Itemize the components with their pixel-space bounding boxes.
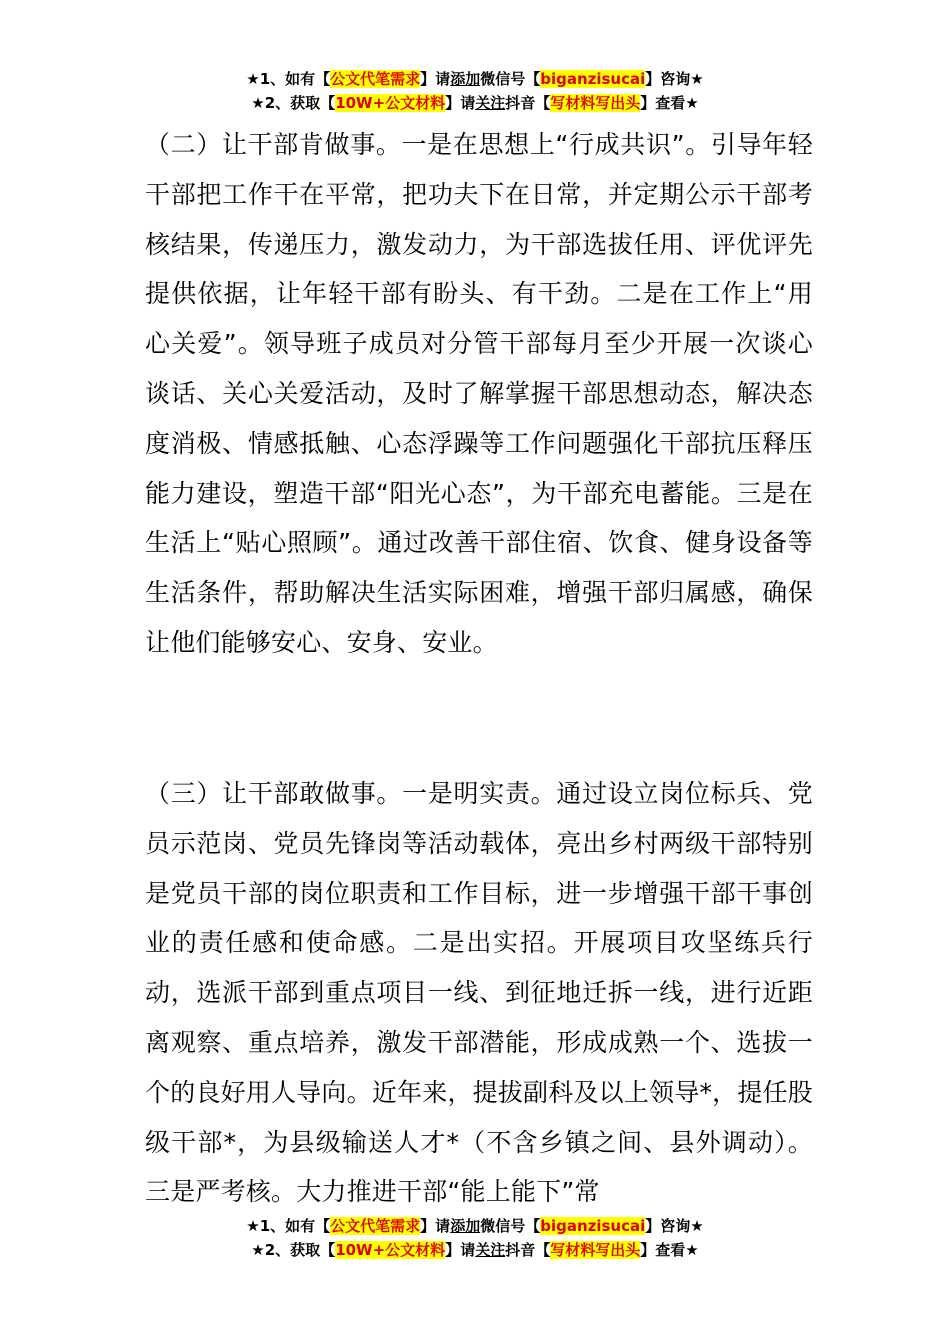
header-line-2-suffix: 】查看★ <box>640 94 699 112</box>
body-paragraph-3: （三）让干部敢做事。一是明实责。通过设立岗位标兵、党员示范岗、党员先锋岗等活动载体，亮出乡村两级干部特别是党员干部的岗位职责和工作目标，进一步增强干部干事创业的责任感和使命感。二是出实招。开展项目攻坚练兵行动，选派干部到重点项目一线、到征地迁拆一线，进行近距离观察、重点培养，激发干部潜能，形成成熟一个、选拔一个的良好用人导向。近年来，提拔副科及以上领导*，提任股级干部*，为县级输送人才*（不含乡镇之间、县外调动）。三是严考核。大力推进干部“能上能下”常 <box>145 779 813 1207</box>
header-line-1 <box>0 67 950 91</box>
header-banner <box>0 67 950 115</box>
header-line-1-middle: 】请 <box>420 70 451 88</box>
footer-line-2-prefix: ★2、获取【 <box>251 1241 336 1259</box>
body-paragraph-2: （二）让干部肯做事。一是在思想上“行成共识”。引导年轻干部把工作干在平常，把功夫下在日常，并定期公示干部考核结果，传递压力，激发动力，为干部选拔任用、评优评先提供依据，让年轻干部有盼头、有干劲。二是在工作上“用心关爱”。领导班子成员对分管干部每月至少开展一次谈心谈话、关心关爱活动，及时了解掌握干部思想动态，解决态度消极、情感抵触、心态浮躁等工作问题强化干部抗压释压能力建设，塑造干部“阳光心态”，为干部充电蓄能。三是在生活上“贴心照顾”。通过改善干部住宿、饮食、健身设备等生活条件，帮助解决生活实际困难，增强干部归属感，确保让他们能够安心、安身、安业。 <box>145 130 813 657</box>
footer-line-2-material-highlight: 10W+公文材料 <box>335 1241 446 1259</box>
footer-line-2-suffix: 】查看★ <box>640 1241 699 1259</box>
footer-line-1-middle: 】请 <box>420 1217 451 1235</box>
header-line-1-prefix: ★1、如有【 <box>246 70 331 88</box>
header-line-2-material-highlight: 10W+公文材料 <box>335 94 446 112</box>
footer-line-1 <box>0 1214 950 1238</box>
footer-line-2 <box>0 1238 950 1262</box>
header-line-1-middle-2: 微信号【 <box>480 70 541 88</box>
footer-line-1-middle-2: 微信号【 <box>480 1217 541 1235</box>
footer-douyin-account: 写材料写出头 <box>550 1241 641 1259</box>
footer-line-2-underlined: 关注 <box>475 1241 506 1259</box>
header-line-2-prefix: ★2、获取【 <box>251 94 336 112</box>
header-line-2 <box>0 91 950 115</box>
header-line-2-middle: 】请 <box>445 94 476 112</box>
footer-line-1-underlined: 添加 <box>450 1217 481 1235</box>
footer-line-1-suffix: 】咨询★ <box>645 1217 704 1235</box>
header-douyin-account: 写材料写出头 <box>550 94 641 112</box>
header-line-1-service-highlight: 公文代笔需求 <box>330 70 421 88</box>
footer-line-2-middle: 】请 <box>445 1241 476 1259</box>
footer-line-2-middle-2: 抖音【 <box>505 1241 551 1259</box>
header-line-2-underlined: 关注 <box>475 94 506 112</box>
footer-line-1-service-highlight: 公文代笔需求 <box>330 1217 421 1235</box>
header-line-2-middle-2: 抖音【 <box>505 94 551 112</box>
header-line-1-underlined: 添加 <box>450 70 481 88</box>
footer-wechat-id: biganzisucai <box>540 1217 646 1235</box>
footer-line-1-prefix: ★1、如有【 <box>246 1217 331 1235</box>
header-wechat-id: biganzisucai <box>540 70 646 88</box>
header-line-1-suffix: 】咨询★ <box>645 70 704 88</box>
footer-banner <box>0 1214 950 1262</box>
